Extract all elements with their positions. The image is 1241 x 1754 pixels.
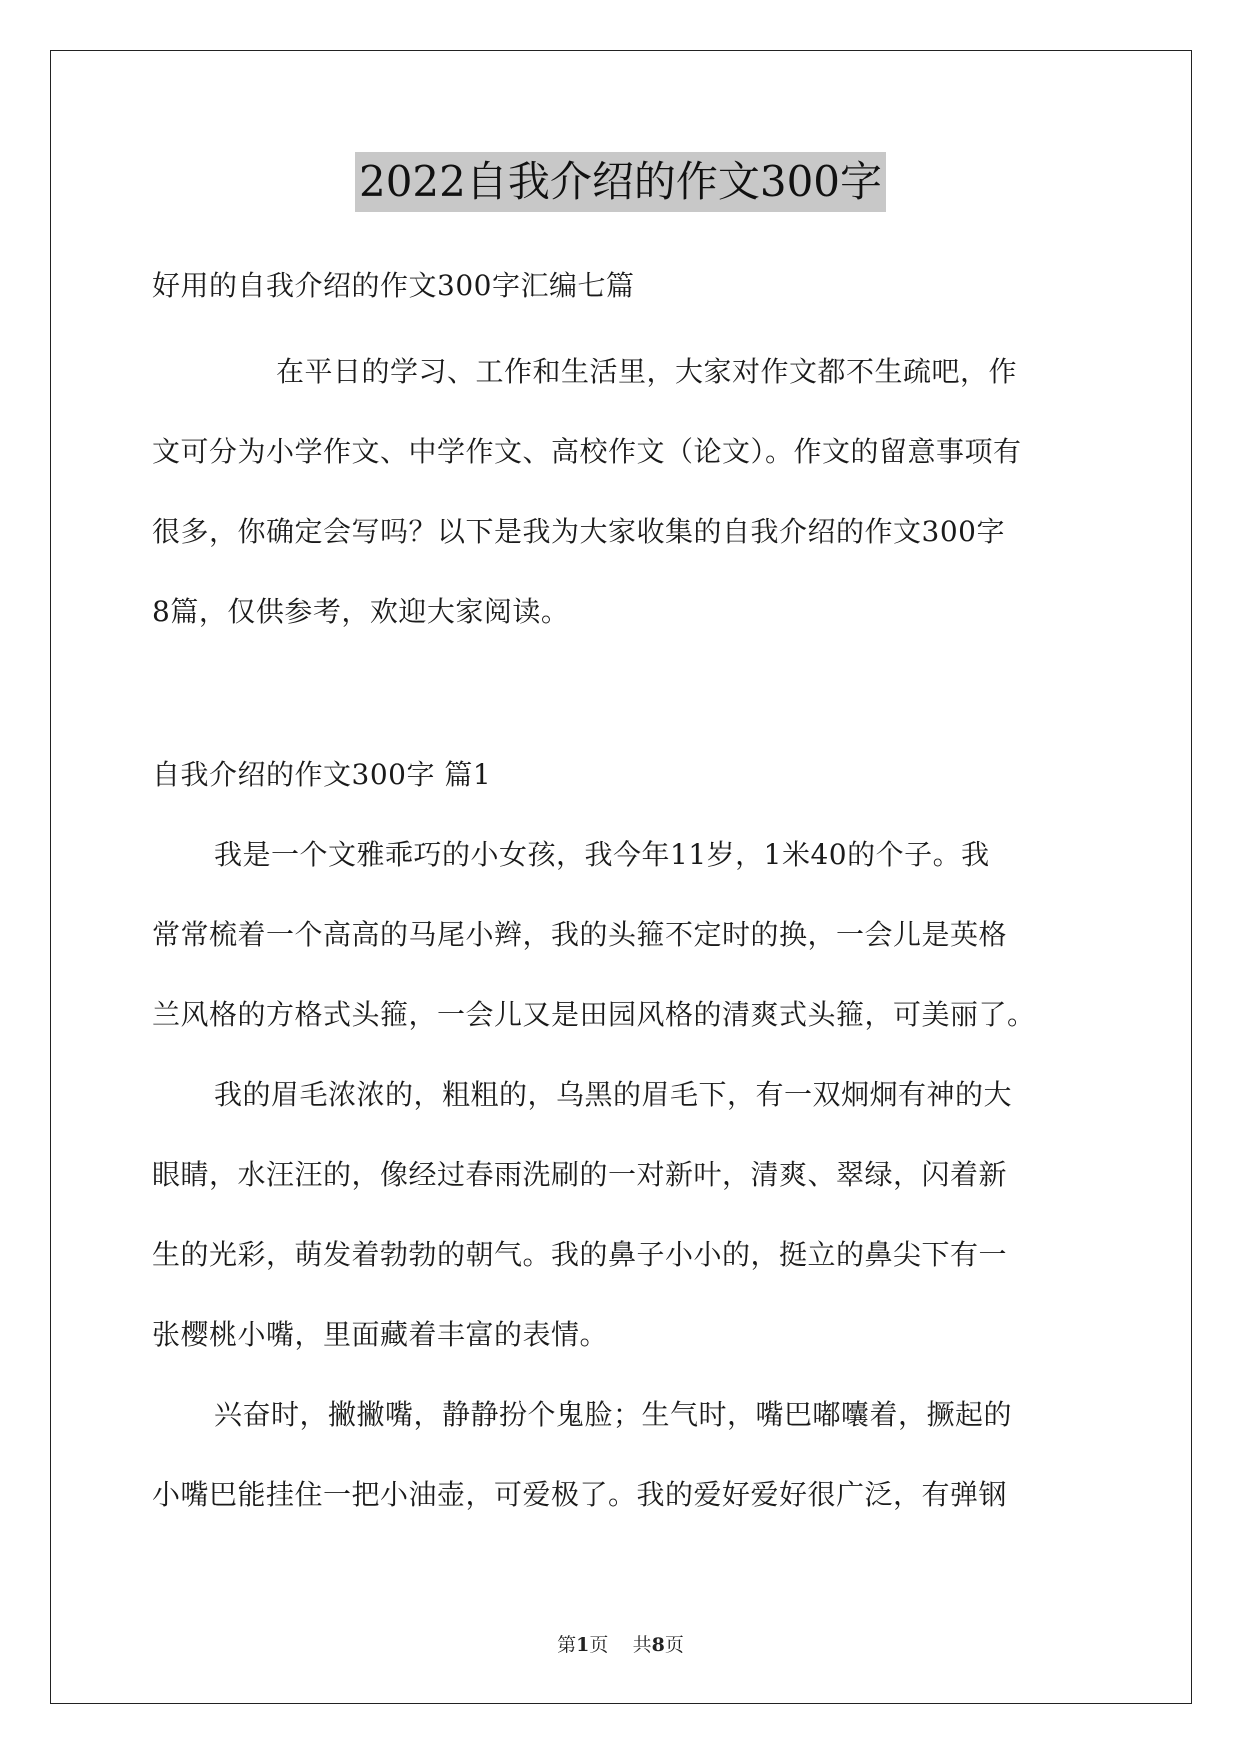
footer-prefix: 第: [557, 1634, 577, 1656]
body-line-2: 常常梳着一个高高的马尾小辫，我的头箍不定时的换，一会儿是英格: [152, 918, 1008, 951]
intro-line-1: 在平日的学习、工作和生活里，大家对作文都不生疏吧，作: [276, 355, 1018, 388]
body-line-5: 眼睛，水汪汪的，像经过春雨洗刷的一对新叶，清爽、翠绿，闪着新: [152, 1158, 1008, 1191]
intro-line-4: 8篇，仅供参考，欢迎大家阅读。: [152, 595, 570, 628]
body-line-4: 我的眉毛浓浓的，粗粗的，乌黑的眉毛下，有一双炯炯有神的大: [214, 1078, 1013, 1111]
page-footer: [0, 1632, 1241, 1658]
body-line-8: 兴奋时，撇撇嘴，静静扮个鬼脸；生气时，嘴巴嘟囔着，撅起的: [214, 1398, 1013, 1431]
document-subtitle: 好用的自我介绍的作文300字汇编七篇: [152, 269, 635, 302]
section-heading: 自我介绍的作文300字 篇1: [152, 758, 492, 791]
intro-line-2: 文可分为小学作文、中学作文、高校作文（论文）。作文的留意事项有: [152, 435, 1022, 468]
title-container: [0, 152, 1241, 212]
body-line-7: 张樱桃小嘴，里面藏着丰富的表情。: [152, 1318, 609, 1351]
body-line-6: 生的光彩，萌发着勃勃的朝气。我的鼻子小小的，挺立的鼻尖下有一: [152, 1238, 1008, 1271]
body-line-3: 兰风格的方格式头箍，一会儿又是田园风格的清爽式头箍，可美丽了。: [152, 998, 1036, 1031]
footer-page-number: 1: [576, 1634, 590, 1656]
body-line-1: 我是一个文雅乖巧的小女孩，我今年11岁，1米40的个子。我: [214, 838, 990, 871]
document-title: 2022自我介绍的作文300字: [355, 152, 886, 212]
intro-line-3: 很多，你确定会写吗？以下是我为大家收集的自我介绍的作文300字: [152, 515, 1005, 548]
footer-suffix: 页: [664, 1634, 684, 1656]
footer-total-pages: 8: [651, 1634, 665, 1656]
footer-middle: 页 共: [589, 1634, 652, 1656]
body-line-9: 小嘴巴能挂住一把小油壶，可爱极了。我的爱好爱好很广泛，有弹钢: [152, 1478, 1008, 1511]
